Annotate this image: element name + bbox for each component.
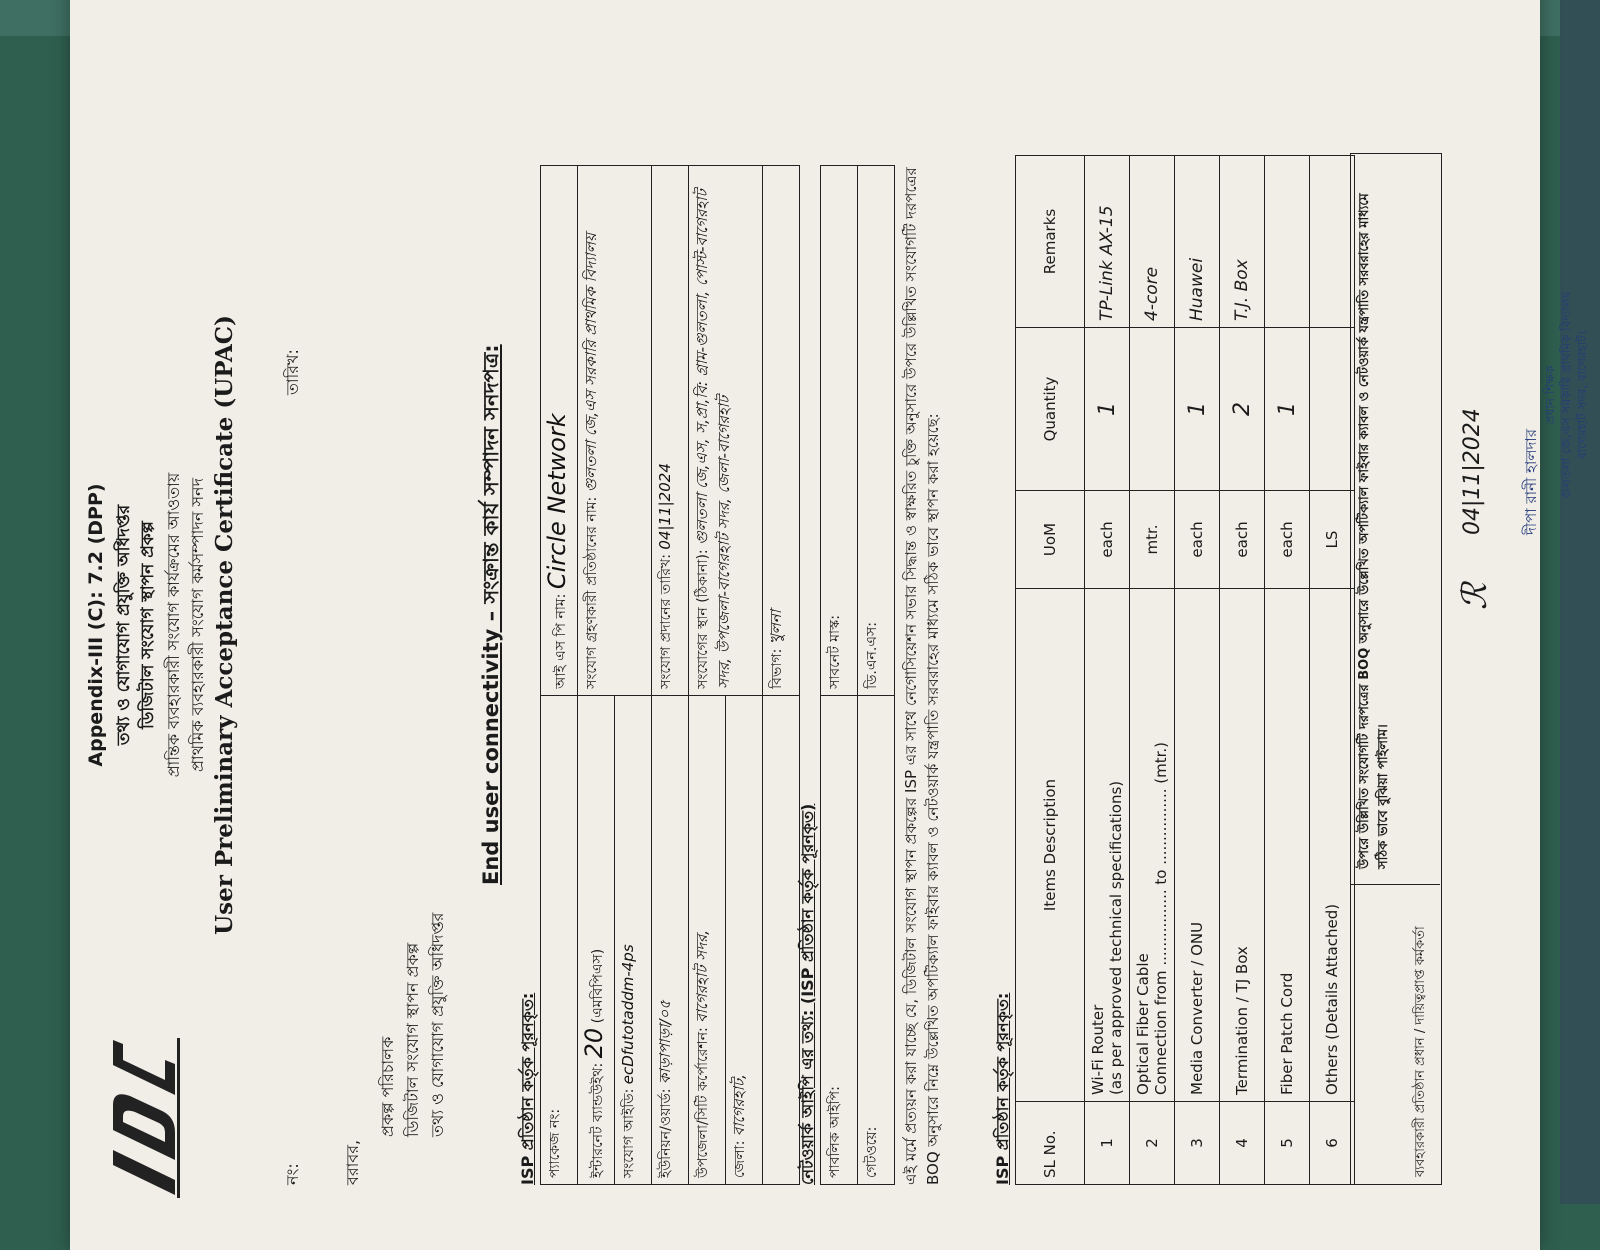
column-header: Remarks	[1016, 156, 1085, 328]
items-table-header	[1016, 156, 1085, 1185]
column-header: SL No.	[1016, 1102, 1085, 1185]
bandwidth-unit: (এমবিপিএস)	[590, 948, 606, 1024]
remarks-cell: T.J. Box	[1220, 156, 1265, 328]
subnet-cell	[821, 166, 858, 696]
header-line-4: প্রান্তিক ব্যবহারকারী সংযোগ কার্যক্রমের আওতায়	[164, 472, 183, 778]
item-description: Termination / TJ Box	[1233, 946, 1251, 1095]
network-info-table	[820, 165, 895, 1185]
signature-date: 04|11|2024	[1460, 408, 1485, 535]
certification-paragraph: এই মর্মে প্রত্যয়ন করা যাচ্ছে যে, ডিজিটাল সংযোগ স্থাপন প্রকল্পের ISP এর সাথে নেগোসিয়েশন সভার সিদ্ধান্ত ও স্বাক্ষরিত চুক্তি অনুসারে উপরে উল্লিখিত সংযোগটি দরপত্রের BOQ অনুসারে নিম্নে উল্লেখিত অপটিক্যাল ফাইবার ক্যাবল ও নেটওয়ার্ক যন্ত্রপাতি সরবরাহের মাধ্যমে সঠিক ভাবে স্থাপন করা হয়েছে:	[902, 167, 942, 1185]
district-value: বাগেরহাট,	[730, 1074, 748, 1137]
table-row	[1130, 156, 1175, 1185]
appendix-reference: Appendix-III (C): 7.2 (DPP)	[85, 483, 107, 767]
remarks-cell: Huawei	[1175, 156, 1220, 328]
district-cell	[726, 695, 763, 1184]
recipient-value: গুলতলা জে,এস সরকারি প্রাথমিক বিদ্যালয়	[582, 233, 600, 493]
ministry-name: তথ্য ও যোগাযোগ প্রযুক্তি অধিদপ্তর	[114, 504, 134, 746]
package-cell	[541, 695, 578, 1184]
quantity-cell: 1	[1085, 328, 1130, 491]
division-value: খুলনা	[767, 609, 785, 645]
district-label: জেলা:	[732, 1140, 748, 1178]
signatory-label: ব্যবহারকারী প্রতিষ্ঠান প্রধান / দায়িত্বপ্রাপ্ত কর্মকর্তা	[1413, 926, 1428, 1177]
public-ip-label: পাবলিক আইপি:	[827, 1086, 843, 1178]
uom-cell: mtr.	[1130, 491, 1175, 589]
item-description-detail: Connection from ................ to ................ (mtr.)	[1152, 741, 1170, 1095]
uom-cell: each	[1220, 491, 1265, 589]
column-header: Items Description	[1016, 589, 1085, 1102]
description-cell	[1265, 589, 1310, 1102]
isp-name-value: Circle Network	[543, 413, 571, 590]
recipient-line-3: তথ্য ও যোগাযোগ প্রযুক্তি অধিদপ্তর	[428, 912, 447, 1137]
description-cell	[1130, 589, 1175, 1102]
package-label: প্যাকেজ নং:	[547, 1108, 563, 1178]
item-description-detail: (as per approved technical specifications)	[1107, 780, 1125, 1095]
empty-cell	[763, 695, 800, 1184]
recipient-label: সংযোগ গ্রহণকারী প্রতিষ্ঠানের নাম:	[584, 496, 600, 689]
remarks-cell: TP-Link AX-15	[1085, 156, 1130, 328]
sl-cell: 3	[1175, 1102, 1220, 1185]
uom-cell: LS	[1310, 491, 1355, 589]
isp-name-label: আই এস পি নাম:	[553, 593, 569, 689]
reference-number-label: নং:	[283, 1163, 302, 1185]
isp-section-heading: ISP প্রতিষ্ঠান কর্তৃক পূরনকৃত:	[518, 992, 537, 1185]
table-row	[1265, 156, 1310, 1185]
gateway-label: গেটওয়ে:	[864, 1126, 880, 1178]
description-cell	[1085, 589, 1130, 1102]
quantity-cell: 2	[1220, 328, 1265, 491]
handwritten-signature: ℛ	[1455, 582, 1495, 610]
uom-cell: each	[1265, 491, 1310, 589]
project-name: ডিজিটাল সংযোগ স্থাপন প্রকল্প	[138, 521, 158, 729]
quantity-cell: 1	[1265, 328, 1310, 491]
table-row	[1220, 156, 1265, 1185]
isp-info-table	[540, 165, 800, 1185]
recipient-line-1: প্রকল্প পরিচালক	[378, 1036, 397, 1137]
organization-logo	[105, 1035, 180, 1200]
connection-address-value: গুলতলা জে,এস, স,প্রা,বি: গ্রাম-গুলতলা, পোস্ট-বাগেরহাট সদর, উপজেলা-বাগেরহাট সদর, জেলা-বাগেরহাট	[693, 189, 733, 689]
sl-cell: 4	[1220, 1102, 1265, 1185]
description-cell	[1175, 589, 1220, 1102]
union-cell	[652, 695, 689, 1184]
uom-cell: each	[1175, 491, 1220, 589]
upazila-cell	[689, 695, 726, 1184]
stamp-title: প্রধান শিক্ষক	[1543, 365, 1557, 425]
stamp-place: বাগেরহাট সদর, বাগেরহাট।	[1575, 330, 1589, 460]
remarks-cell	[1310, 156, 1355, 328]
upazila-label: উপজেলা/সিটি কর্পোরেশন:	[695, 1027, 711, 1178]
dns-cell	[858, 166, 895, 696]
section-title: End user connectivity – সংক্রান্ত কার্য সম্পাদন সনদপত্র:	[479, 344, 503, 885]
division-cell	[763, 166, 800, 696]
upazila-value: বাগেরহাট সদর,	[693, 929, 711, 1023]
item-description: Fiber Patch Cord	[1278, 972, 1296, 1095]
sl-cell: 2	[1130, 1102, 1175, 1185]
sl-cell: 1	[1085, 1102, 1130, 1185]
network-section-heading: নেটওয়ার্ক আইপি এর তথ্য: (ISP প্রতিষ্ঠান কর্তৃক পূরনকৃত)	[798, 803, 817, 1185]
salutation: বরাবর,	[343, 1139, 362, 1185]
acceptance-statement: উপরে উল্লিখিত সংযোগটি দরপত্রের BOQ অনুসারে উল্লেখিত অপটিক্যাল ফাইবার ক্যাবল ও নেটওয়ার্ক যন্ত্রপাতি সরবরাহের মাধ্যমে সঠিক ভাবে বুঝিয়া পাইলাম।	[1357, 193, 1391, 869]
union-value: কাড়াপাড়া/০৫	[656, 999, 674, 1085]
table-row	[1175, 156, 1220, 1185]
table-row	[1085, 156, 1130, 1185]
sl-cell: 5	[1265, 1102, 1310, 1185]
quantity-cell	[1310, 328, 1355, 491]
description-cell	[1220, 589, 1265, 1102]
uom-cell: each	[1085, 491, 1130, 589]
dns-label: ডি.এন.এস:	[864, 622, 880, 689]
bandwidth-value: 20	[580, 1027, 608, 1059]
gateway-cell	[858, 695, 895, 1184]
isp-name-cell	[541, 166, 578, 696]
stamp-name: দীপা রানী হালদার	[1522, 429, 1540, 535]
items-table	[1015, 155, 1355, 1185]
connection-address-cell	[689, 166, 763, 696]
certificate-page	[55, 75, 1589, 1225]
stamp-school: গুলতলা জে,এস সরকারি প্রাথমিক বিদ্যালয়	[1559, 291, 1573, 499]
bandwidth-label: ইন্টারনেট ব্যান্ডউইথ:	[590, 1062, 606, 1178]
item-description: Wi-Fi Router	[1089, 1004, 1107, 1095]
quantity-cell: 1	[1175, 328, 1220, 491]
public-ip-cell	[821, 695, 858, 1184]
remarks-cell	[1265, 156, 1310, 328]
column-header: Quantity	[1016, 328, 1085, 491]
item-description: Media Converter / ONU	[1188, 921, 1206, 1095]
description-cell	[1310, 589, 1355, 1102]
remarks-cell: 4-core	[1130, 156, 1175, 328]
sl-cell: 6	[1310, 1102, 1355, 1185]
connection-id-value: ecDfutotaddm-4ps	[619, 944, 637, 1085]
connection-address-label: সংযোগের স্থান (ঠিকানা):	[695, 549, 711, 689]
item-description: Optical Fiber Cable	[1134, 953, 1152, 1095]
quantity-cell	[1130, 328, 1175, 491]
date-label: তারিখ:	[283, 349, 302, 395]
connection-date-label: সংযোগ প্রদানের তারিখ:	[658, 554, 674, 689]
items-section-heading: ISP প্রতিষ্ঠান কর্তৃক পূরনকৃত:	[993, 992, 1012, 1185]
table-row	[1310, 156, 1355, 1185]
subnet-label: সাবনেট মাস্ক:	[827, 615, 843, 689]
document-title: User Preliminary Acceptance Certificate (UPAC)	[211, 315, 238, 935]
connection-date-cell	[652, 166, 689, 696]
recipient-line-2: ডিজিটাল সংযোগ স্থাপন প্রকল্প	[403, 942, 422, 1137]
connection-id-cell	[615, 695, 652, 1184]
division-label: বিভাগ:	[769, 648, 785, 689]
recipient-cell	[578, 166, 652, 696]
connection-id-label: সংযোগ আইডি:	[621, 1088, 637, 1178]
item-description: Others (Details Attached)	[1323, 903, 1341, 1095]
connection-date-value: 04|11|2024	[656, 463, 674, 550]
union-label: ইউনিয়ন/ওয়ার্ড:	[658, 1088, 674, 1178]
header-line-5: প্রাথমিক ব্যবহারকারী সংযোগ কর্মসম্পাদন সনদ	[188, 478, 207, 772]
column-header: UoM	[1016, 491, 1085, 589]
bandwidth-cell	[578, 695, 615, 1184]
